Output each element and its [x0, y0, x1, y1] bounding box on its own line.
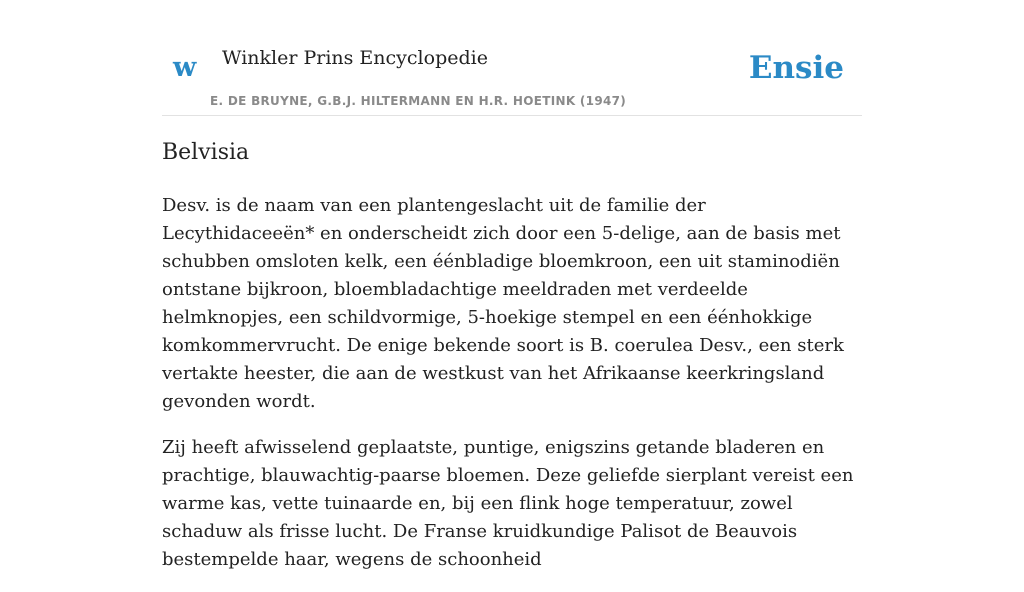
header [162, 40, 862, 116]
winkler-prins-logo[interactable]: w [173, 52, 197, 83]
article-body [162, 192, 862, 592]
ensie-logo[interactable]: Ensie [748, 50, 844, 86]
article-paragraph: Zij heeft afwisselend geplaatste, puntige, enigszins getande bladeren en prachtige, blauwachtig-paarse bloemen. Deze geliefde sierplant vereist een warme kas, vette tuinaarde en, bij een flink hoge temperatuur, zowel schaduw als frisse lucht. De Franse kruidkundige Palisot de Beauvois bestempelde haar, wegens de schoonheid [162, 437, 854, 570]
source-authors: E. DE BRUYNE, G.B.J. HILTERMANN EN H.R. HOETINK (1947) [210, 94, 627, 108]
source-title[interactable]: Winkler Prins Encyclopedie [222, 47, 488, 69]
article-title: Belvisia [162, 140, 250, 165]
article-paragraph: Desv. is de naam van een plantengeslacht uit de familie der Lecythidaceeën* en onderscheidt zich door een 5-delige, aan de basis met schubben omsloten kelk, een éénbladige bloemkroon, een uit staminodiën ontstane bijkroon, bloembladachtige meeldraden met verdeelde helmknopjes, een schildvormige, 5-hoekige stempel en een éénhokkige komkommervrucht. De enige bekende soort is B. coerulea Desv., een sterk vertakte heester, die aan de westkust van het Afrikaanse keerkringsland gevonden wordt. [162, 195, 844, 412]
